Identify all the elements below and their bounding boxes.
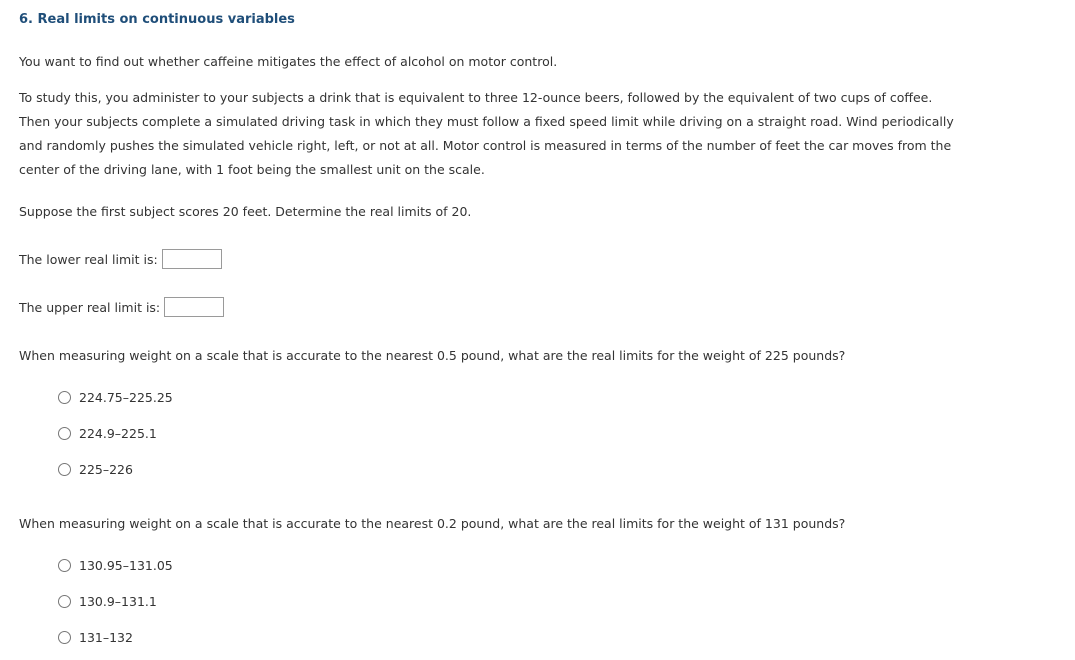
study-line: To study this, you administer to your subjects a drink that is equivalent to three 12-ounce beers, followed by the equivalent of two cups of coffee.	[19, 90, 933, 105]
study-line: Then your subjects complete a simulated driving task in which they must follow a fixed speed limit while driving on a straight road. Wind periodically	[19, 114, 954, 129]
scale-fifth-pound-prompt: When measuring weight on a scale that is accurate to the nearest 0.2 pound, what are the real limits for the weight of 131 pounds?	[19, 516, 846, 531]
radio-option-130-95[interactable]	[58, 558, 173, 573]
lower-limit-row	[19, 249, 222, 269]
upper-limit-label: The upper real limit is:	[19, 299, 161, 315]
radio-option-130-9[interactable]	[58, 594, 157, 609]
radio-button-icon[interactable]	[58, 559, 71, 572]
option-label: 130.95–131.05	[79, 558, 173, 573]
option-label: 224.9–225.1	[79, 426, 157, 441]
option-label: 225–226	[79, 462, 133, 477]
option-label: 130.9–131.1	[79, 594, 157, 609]
scale-half-pound-prompt: When measuring weight on a scale that is accurate to the nearest 0.5 pound, what are the real limits for the weight of 225 pounds?	[19, 348, 846, 363]
radio-option-131[interactable]	[58, 630, 133, 645]
radio-option-224-9[interactable]	[58, 426, 157, 441]
question-title: 6. Real limits on continuous variables	[19, 12, 295, 27]
radio-button-icon[interactable]	[58, 631, 71, 644]
radio-button-icon[interactable]	[58, 427, 71, 440]
radio-option-224-75[interactable]	[58, 390, 173, 405]
study-description	[19, 86, 954, 182]
radio-option-225[interactable]	[58, 462, 133, 477]
radio-button-icon[interactable]	[58, 595, 71, 608]
upper-limit-input[interactable]	[164, 297, 224, 317]
subject-score-prompt: Suppose the first subject scores 20 feet. Determine the real limits of 20.	[19, 204, 472, 219]
lower-limit-input[interactable]	[162, 249, 222, 269]
lower-limit-label: The lower real limit is:	[19, 251, 158, 267]
upper-limit-row	[19, 297, 224, 317]
intro-text: You want to find out whether caffeine mitigates the effect of alcohol on motor control.	[19, 54, 558, 69]
study-line: center of the driving lane, with 1 foot being the smallest unit on the scale.	[19, 162, 485, 177]
study-line: and randomly pushes the simulated vehicle right, left, or not at all. Motor control is measured in terms of the number of feet the car moves from the	[19, 138, 952, 153]
option-label: 224.75–225.25	[79, 390, 173, 405]
option-label: 131–132	[79, 630, 133, 645]
radio-button-icon[interactable]	[58, 463, 71, 476]
radio-button-icon[interactable]	[58, 391, 71, 404]
